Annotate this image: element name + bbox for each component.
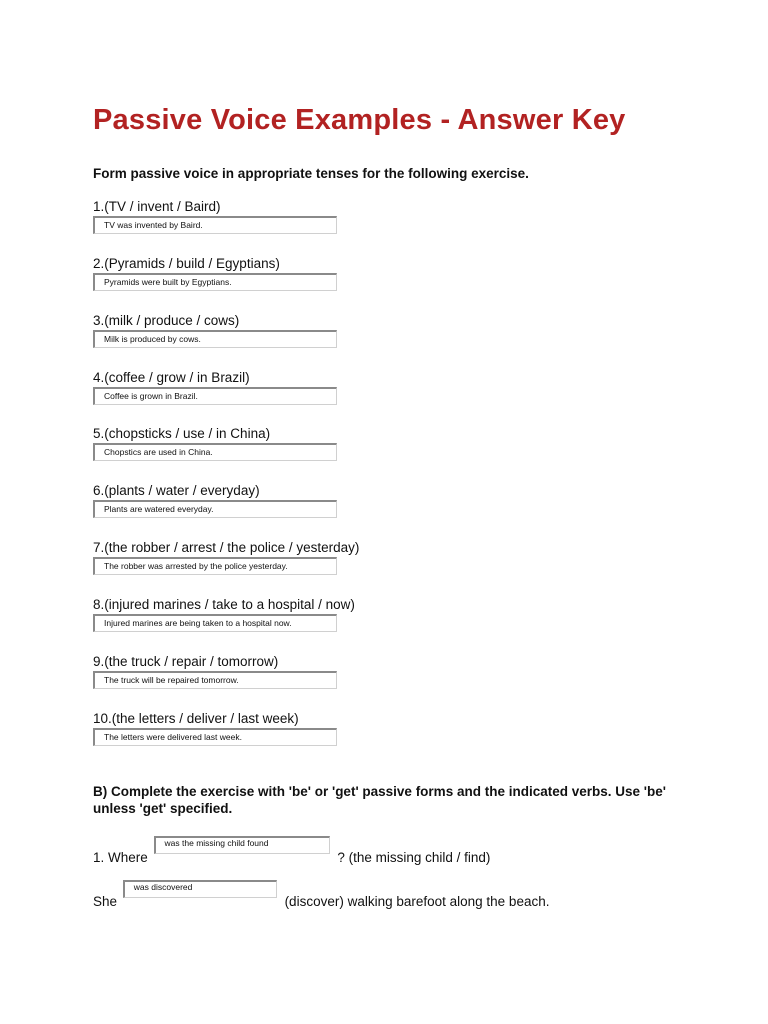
answer-field[interactable]: The truck will be repaired tomorrow.: [93, 671, 337, 689]
answer-field[interactable]: TV was invented by Baird.: [93, 216, 337, 234]
answer-field[interactable]: Coffee is grown in Brazil.: [93, 387, 337, 405]
answer-field[interactable]: Chopstics are used in China.: [93, 443, 337, 461]
section-b-instruction: B) Complete the exercise with 'be' or 'get' passive forms and the indicated verbs. Use 'be' unless 'get' specified.: [93, 784, 666, 816]
exercise-item: [93, 370, 337, 405]
section-b-question-2: [93, 882, 550, 910]
exercise-item: [93, 426, 337, 461]
answer-field[interactable]: Plants are watered everyday.: [93, 500, 337, 518]
answer-field[interactable]: The robber was arrested by the police yesterday.: [93, 557, 337, 575]
answer-field[interactable]: Pyramids were built by Egyptians.: [93, 273, 337, 291]
exercise-item: [93, 256, 337, 291]
item-prompt: 4.(coffee / grow / in Brazil): [93, 370, 250, 385]
section-b-question-1: [93, 838, 491, 866]
page-title: Passive Voice Examples - Answer Key: [93, 104, 626, 136]
exercise-item: [93, 540, 359, 575]
item-prompt: 1.(TV / invent / Baird): [93, 199, 221, 214]
exercise-item: [93, 199, 337, 234]
answer-field[interactable]: The letters were delivered last week.: [93, 728, 337, 746]
item-prompt: 5.(chopsticks / use / in China): [93, 426, 271, 441]
item-prompt: 3.(milk / produce / cows): [93, 313, 240, 328]
item-prompt: 6.(plants / water / everyday): [93, 483, 260, 498]
item-prompt: 7.(the robber / arrest / the police / yesterday): [93, 540, 360, 555]
exercise-instruction: Form passive voice in appropriate tenses for the following exercise.: [93, 166, 529, 181]
exercise-item: [93, 313, 337, 348]
item-prompt: 10.(the letters / deliver / last week): [93, 711, 299, 726]
exercise-item: [93, 654, 337, 689]
item-prompt: 2.(Pyramids / build / Egyptians): [93, 256, 280, 271]
item-prompt: 8.(injured marines / take to a hospital / now): [93, 597, 355, 612]
question-text-after: (discover) walking barefoot along the beach.: [284, 894, 550, 909]
answer-field[interactable]: was the missing child found: [154, 836, 330, 854]
exercise-item: [93, 483, 337, 518]
item-prompt: 9.(the truck / repair / tomorrow): [93, 654, 279, 669]
answer-field[interactable]: Milk is produced by cows.: [93, 330, 337, 348]
answer-field[interactable]: Injured marines are being taken to a hospital now.: [93, 614, 337, 632]
exercise-item: [93, 597, 355, 632]
answer-field[interactable]: was discovered: [123, 880, 277, 898]
question-text-before: She: [93, 894, 118, 909]
question-text-after: ? (the missing child / find): [337, 850, 491, 865]
question-text-before: 1. Where: [93, 850, 148, 865]
exercise-item: [93, 711, 337, 746]
